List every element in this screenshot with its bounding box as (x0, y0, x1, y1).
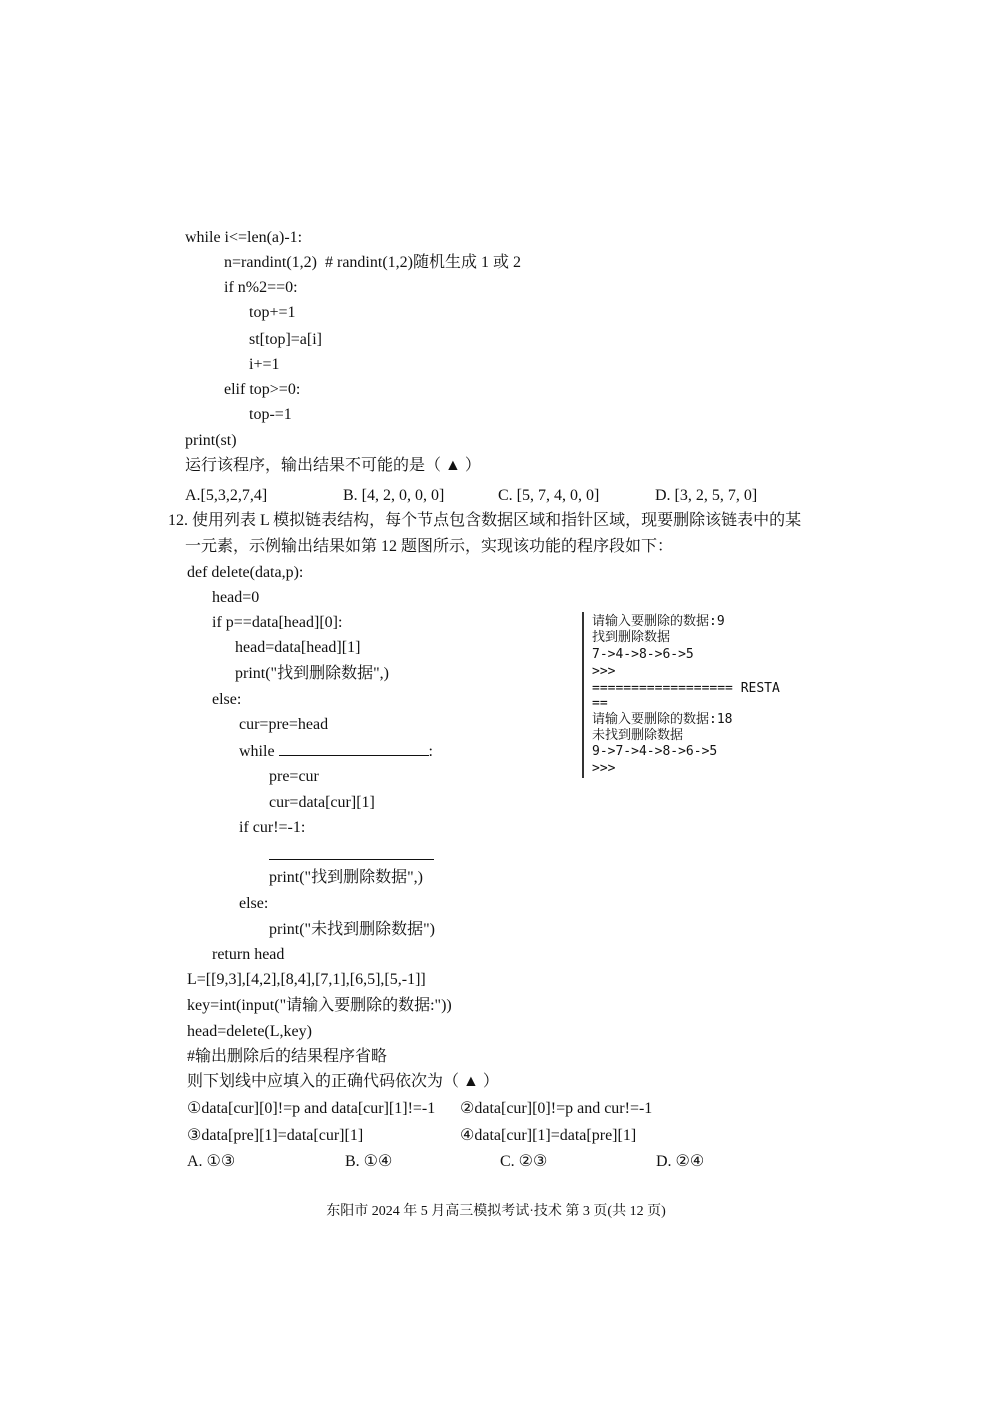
page-footer: 东阳市 2024 年 5 月高三模拟考试·技术 第 3 页(共 12 页) (326, 1204, 666, 1219)
console-line: == (592, 696, 608, 711)
q11-question: 运行该程序，输出结果不可能的是（ ▲ ） (185, 457, 481, 474)
code-line: cur=pre=head (239, 716, 329, 733)
fill-blank-2 (269, 845, 434, 860)
console-line: 未找到删除数据 (592, 728, 684, 743)
q12-option-b: B. ①④ (345, 1153, 393, 1170)
code-line: if n%2==0: (224, 279, 298, 296)
code-line: return head (212, 946, 285, 963)
q12-option-c: C. ②③ (500, 1153, 548, 1170)
code-line: i+=1 (249, 356, 280, 373)
q12-option-a: A. ①③ (187, 1153, 236, 1170)
console-line: ================== RESTA (592, 681, 780, 696)
code-line: print(st) (185, 432, 237, 449)
q12-option-d: D. ②④ (656, 1153, 705, 1170)
q12-choice-4: ④data[cur][1]=data[pre][1] (460, 1127, 637, 1144)
console-output-figure (582, 612, 814, 778)
code-line: n=randint(1,2) # randint(1,2)随机生成 1 或 2 (224, 254, 521, 271)
code-line: L=[[9,3],[4,2],[8,4],[7,1],[6,5],[5,-1]] (187, 971, 426, 988)
code-line: pre=cur (269, 768, 319, 785)
code-line: else: (212, 691, 242, 708)
while-colon: : (428, 743, 433, 760)
console-line: 找到删除数据 (592, 630, 671, 645)
code-line: #输出删除后的结果程序省略 (187, 1048, 388, 1065)
code-line: key=int(input("请输入要删除的数据:")) (187, 997, 452, 1014)
console-line: 请输入要删除的数据:9 (592, 614, 725, 629)
code-line: print("找到删除数据",) (235, 665, 389, 682)
code-line: def delete(data,p): (187, 564, 304, 581)
q11-option-a: A.[5,3,2,7,4] (185, 487, 268, 504)
while-line (239, 741, 433, 762)
code-line: top+=1 (249, 304, 296, 321)
q11-option-c: C. [5, 7, 4, 0, 0] (498, 487, 600, 504)
code-line: print("找到删除数据",) (269, 869, 423, 886)
code-line: else: (239, 895, 269, 912)
code-line: cur=data[cur][1] (269, 794, 375, 811)
code-line: print("未找到删除数据") (269, 921, 435, 938)
code-line: head=data[head][1] (235, 639, 361, 656)
q12-choice-1: ①data[cur][0]!=p and data[cur][1]!=-1 (187, 1100, 436, 1117)
q12-choice-3: ③data[pre][1]=data[cur][1] (187, 1127, 364, 1144)
code-line: top-=1 (249, 406, 292, 423)
fill-blank-1 (279, 741, 429, 756)
while-keyword: while (239, 743, 275, 760)
q11-option-b: B. [4, 2, 0, 0, 0] (343, 487, 445, 504)
console-line: >>> (592, 664, 616, 679)
console-line: 9->7->4->8->6->5 (592, 744, 718, 759)
code-line: while i<=len(a)-1: (185, 229, 303, 246)
console-line: 请输入要删除的数据:18 (592, 712, 733, 727)
code-line: head=0 (212, 589, 260, 606)
q12-question: 则下划线中应填入的正确代码依次为（ ▲ ） (187, 1073, 499, 1090)
q12-stem-cont: 一元素，示例输出结果如第 12 题图所示，实现该功能的程序段如下： (185, 538, 674, 555)
q12-stem: 12. 使用列表 L 模拟链表结构，每个节点包含数据区域和指针区域，现要删除该链表中的某 (168, 512, 802, 529)
code-line: elif top>=0: (224, 381, 301, 398)
code-line: st[top]=a[i] (249, 331, 322, 348)
q11-option-d: D. [3, 2, 5, 7, 0] (655, 487, 758, 504)
code-line: if p==data[head][0]: (212, 614, 343, 631)
console-line: >>> (592, 761, 616, 776)
console-line: 7->4->8->6->5 (592, 647, 694, 662)
code-line: if cur!=-1: (239, 819, 306, 836)
q12-choice-2: ②data[cur][0]!=p and cur!=-1 (460, 1100, 653, 1117)
code-line: head=delete(L,key) (187, 1023, 312, 1040)
